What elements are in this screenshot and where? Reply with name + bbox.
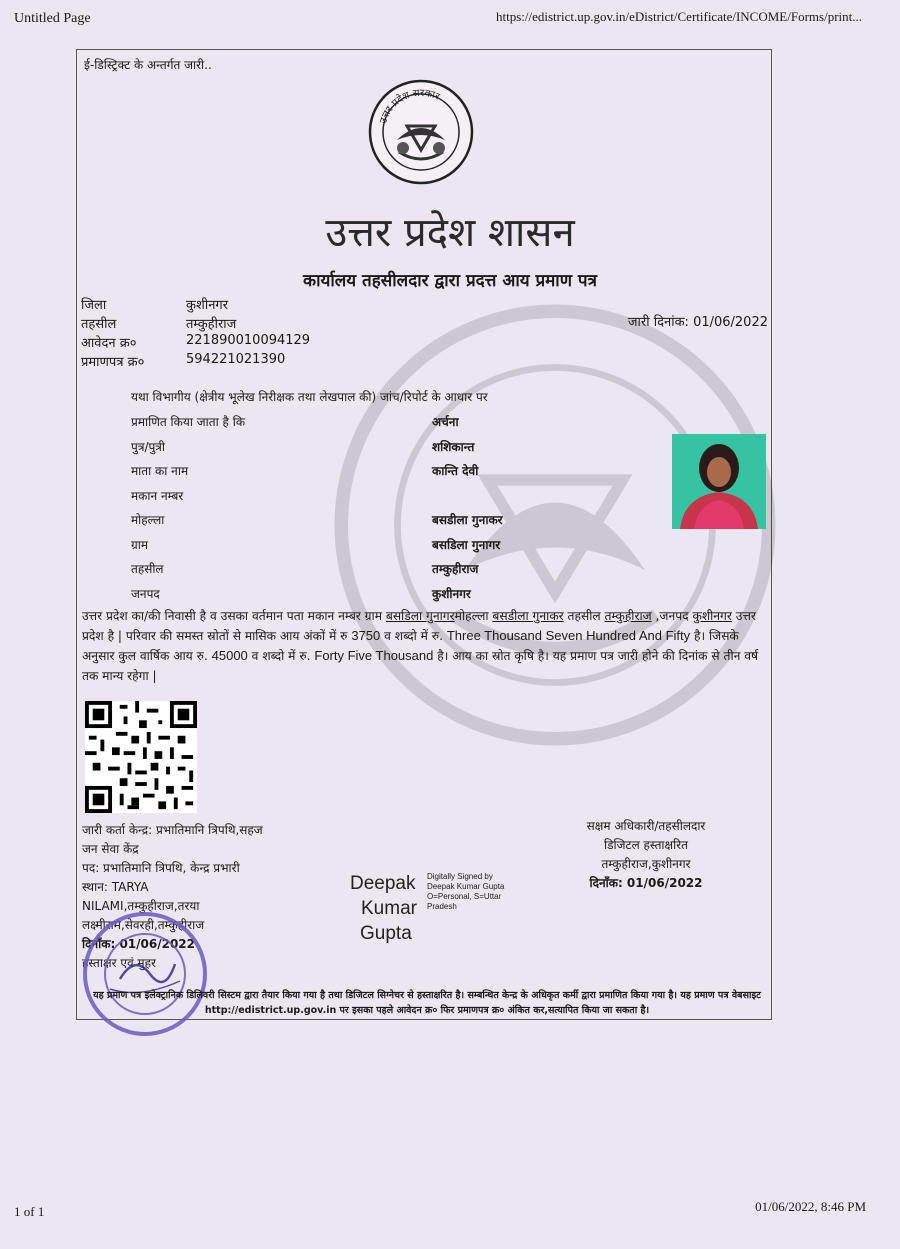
field-label: माता का नाम xyxy=(131,464,189,478)
signer-name-line1: Deepak xyxy=(350,873,416,894)
district-link: कुशीनगर xyxy=(692,609,732,623)
field-value-tehsil: तम्कुहीराज xyxy=(432,562,479,576)
certificate-subtitle: कार्यालय तहसीलदार द्वारा प्रदत्त आय प्रमाण पत्र xyxy=(303,271,597,291)
certificate-no-value: 594221021390 xyxy=(186,352,286,367)
authority-date: दिनाँक: 01/06/2022 xyxy=(589,876,703,890)
field-label: तहसील xyxy=(131,562,164,576)
field-label: मोहल्ला xyxy=(131,513,165,527)
qr-code-icon[interactable] xyxy=(85,701,197,813)
browser-page-title: Untitled Page xyxy=(14,11,91,26)
application-no-value: 221890010094129 xyxy=(186,333,311,348)
signature-note-3: O=Personal, S=Uttar xyxy=(427,892,502,901)
signer-name-line3: Gupta xyxy=(360,923,412,944)
field-label: ग्राम xyxy=(131,538,149,552)
field-value-mother: कान्ति देवी xyxy=(432,464,479,478)
signature-note-1: Digitally Signed by xyxy=(427,872,493,881)
field-value-district: कुशीनगर xyxy=(432,587,471,601)
field-value-father: शशिकान्त xyxy=(432,440,475,454)
field-label: मकान नम्बर xyxy=(131,489,184,503)
issuing-center-line2: जन सेवा केंद्र xyxy=(82,842,139,856)
footer-verification-note: यह प्रमाण पत्र इलेक्ट्रानिक डिलिवरी सिस्टम द्वारा तैयार किया गया है तथा डिजिटल सिग्नेचर से हस्ताक्षरित है। सम्बन्धित केन्द्र के अधिकृत कर्मी द्वारा प्रमाणित किया गया है। यह प्रमाण पत्र वेबसाइट http://edistrict.up.gov.in पर इसका पहले आवेदन क्र० फिर प्रमाणपत्र क्र० अंकित कर,सत्यापित किया जा सकता है। xyxy=(93,990,761,1016)
mohalla-link: बसडीला गुनाकर xyxy=(492,609,564,623)
tehsil-value: तम्कुहीराज xyxy=(186,317,237,332)
monthly-income-words: Three Thousand Seven Hundred And Fifty xyxy=(446,628,691,643)
issuer-date: दिनाँक: 01/06/2022 xyxy=(82,937,196,951)
up-government-emblem-icon xyxy=(367,78,475,186)
print-timestamp: 01/06/2022, 8:46 PM xyxy=(755,1199,866,1214)
field-value-name: अर्चना xyxy=(432,415,459,429)
field-value-village: बसडिला गुनागर xyxy=(432,538,501,552)
center-stamp-icon xyxy=(80,909,210,1039)
district-label: जिला xyxy=(81,298,107,313)
district-value: कुशीनगर xyxy=(186,298,229,313)
applicant-photo xyxy=(672,434,766,529)
annual-income-number: 45000 xyxy=(211,648,248,663)
issuing-center: जारी कर्ता केन्द्र: प्रभातिमानि त्रिपथि,सहज xyxy=(82,823,263,837)
field-label: पुत्र/पुत्री xyxy=(131,440,166,454)
field-label: प्रमाणित किया जाता है कि xyxy=(131,415,246,429)
issuer-designation: पद: प्रभातिमानि त्रिपथि, केन्द्र प्रभारी xyxy=(82,861,240,875)
page-count: 1 of 1 xyxy=(14,1204,45,1219)
application-no-label: आवेदन क्र० xyxy=(81,336,137,351)
certificate-main-title: उत्तर प्रदेश शासन xyxy=(325,210,575,256)
emblem-text: उत्तर प्रदेश सरकार xyxy=(378,87,442,125)
tehsil-link: तम्कुहीराज xyxy=(604,609,652,623)
browser-url[interactable]: https://edistrict.up.gov.in/eDistrict/Certificate/INCOME/Forms/print... xyxy=(496,9,862,24)
certificate-paragraph: उत्तर प्रदेश का/की निवासी है व उसका वर्तमान पता मकान नम्बर ग्राम बसडिला गुनागरमोहल्ला बसडीला गुनाकर तहसील तम्कुहीराज ,जनपद कुशीनगर उत्तर प्रदेश है | परिवार की समस्त स्रोतों से मासिक आय अंकों में रु 3750 व शब्दो में रु. Three Thousand Seven Hundred And Fifty है। जिसके अनुसार कुल वार्षिक आय रु. 45000 व शब्दो में रु. Forty Five Thousand है। आय का स्रोत कृषि है। यह प्रमाण पत्र जारी होने की दिनांक से तीन वर्ष तक मान्य रहेगा | xyxy=(82,609,759,683)
signature-note-2: Deepak Kumar Gupta xyxy=(427,882,505,891)
authority-place: तम्कुहीराज,कुशीनगर xyxy=(601,857,691,871)
intro-text: यथा विभागीय (क्षेत्रीय भूलेख निरीक्षक तथा लेखपाल की) जांच/रिपोर्ट के आधार पर xyxy=(131,390,488,404)
tehsil-label: तहसील xyxy=(81,317,117,332)
authority-title: सक्षम अधिकारी/तहसीलदार xyxy=(586,819,706,833)
certificate-no-label: प्रमाणपत्र क्र० xyxy=(81,355,145,370)
annual-income-words: Forty Five Thousand xyxy=(314,648,434,663)
issuer-place: स्थान: TARYA xyxy=(82,880,149,894)
monthly-income-number: 3750 xyxy=(351,628,381,643)
signer-name-line2: Kumar xyxy=(361,898,417,919)
issue-date: जारी दिनांक: 01/06/2022 xyxy=(627,315,768,330)
issued-under-text: ई-डिस्ट्रिक्ट के अन्तर्गत जारी.. xyxy=(84,58,212,72)
field-label: जनपद xyxy=(131,587,160,601)
issuer-place-line2: NILAMI,तम्कुहीराज,तरया xyxy=(82,899,200,913)
authority-digital: डिजिटल हस्ताक्षरित xyxy=(604,838,688,852)
issuer-sign-label: हस्ताक्षर एवं मुहर xyxy=(82,956,156,970)
field-value-mohalla: बसडीला गुनाकर xyxy=(432,513,503,527)
issuer-place-line3: लक्ष्मीराम,सेवरही,तम्कुहीराज xyxy=(82,918,205,932)
signature-note-4: Pradesh xyxy=(427,902,457,911)
village-link: बसडिला गुनागर xyxy=(385,609,455,623)
